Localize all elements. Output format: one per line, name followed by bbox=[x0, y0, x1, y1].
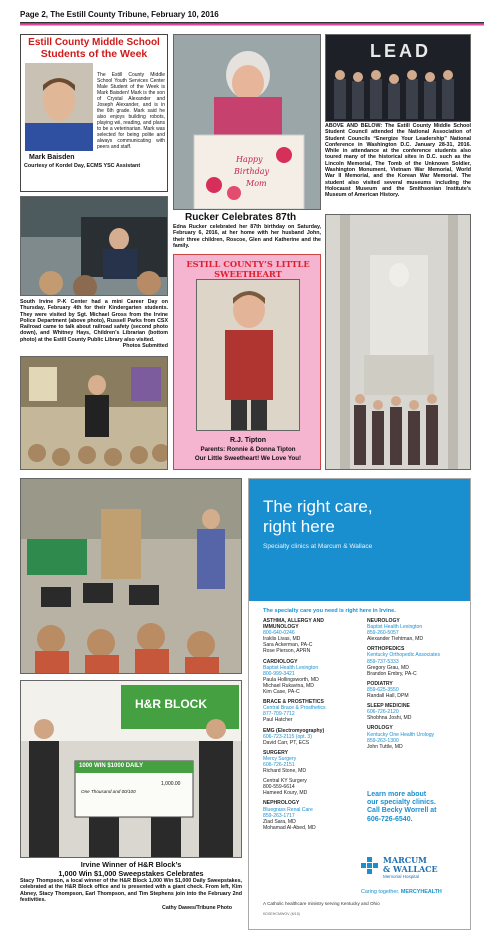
ad-right-column bbox=[367, 618, 467, 754]
specialty-provider: Rose Pierson, APRN bbox=[263, 648, 311, 655]
specialty-contact: 606-726-2120 bbox=[367, 709, 399, 716]
sweetheart-photo bbox=[196, 279, 300, 431]
police-photo bbox=[20, 196, 168, 296]
sweetheart-parents: Parents: Ronnie & Donna Tipton bbox=[200, 446, 296, 453]
specialty-title: UROLOGY bbox=[367, 725, 393, 732]
specialty-provider: Gregory Grau, MD bbox=[367, 664, 409, 671]
check-number: 1,000.00 bbox=[161, 781, 181, 787]
left_col-specialty bbox=[263, 778, 359, 796]
student-credit: Courtesy of Kordel Day, ECMS YSC Assistant bbox=[24, 163, 141, 169]
ad-subhead: Specialty clinics at Marcum & Wallace bbox=[263, 543, 373, 550]
hrblock-sign: H&R BLOCK bbox=[135, 697, 207, 711]
lincoln-memorial-photo bbox=[325, 214, 471, 470]
specialty-title: CARDIOLOGY bbox=[263, 658, 298, 665]
specialty-provider: Kim Case, PA-C bbox=[263, 689, 300, 696]
ad-left-column bbox=[263, 618, 359, 835]
specialty-provider: Alexander Tiehtman, MD bbox=[367, 636, 424, 643]
logo-cross-icon bbox=[361, 857, 379, 875]
sweetheart-love: Our Little Sweetheart! We Love You! bbox=[194, 455, 302, 462]
specialty-provider: Mohamad Al-Abed, MD bbox=[263, 824, 316, 831]
specialty-contact: Baptist Health Lexington bbox=[263, 664, 319, 671]
specialty-contact: 859-263-1717 bbox=[263, 812, 295, 819]
ad-tagline bbox=[361, 889, 442, 895]
ad-cta bbox=[367, 791, 467, 824]
specialty-provider: David Carr, PT, ECS bbox=[263, 739, 310, 746]
lead-conference-photo bbox=[325, 34, 471, 122]
ad-code: KDSEHCMWOV (6/15) bbox=[263, 912, 300, 916]
specialty-contact: 859-625-3550 bbox=[367, 686, 399, 693]
birthday-photo bbox=[173, 34, 321, 210]
specialty-provider: Richard Stone, MD bbox=[263, 768, 307, 775]
specialty-contact: Bluegrass Renal Care bbox=[263, 806, 313, 813]
specialty-provider: Central KY Surgery bbox=[263, 778, 307, 785]
right_col-specialty bbox=[367, 646, 467, 676]
cake-text-3: Mom bbox=[246, 179, 267, 188]
ad-logo bbox=[361, 855, 467, 887]
left_col-specialty bbox=[263, 659, 359, 696]
ad-cta-2: our specialty clinics. bbox=[367, 799, 436, 807]
right_col-specialty bbox=[367, 703, 467, 721]
specialty-title: SLEEP MEDICINE bbox=[367, 703, 410, 710]
logo-text-3: Memorial Hospital bbox=[383, 874, 420, 879]
librarian-photo bbox=[20, 356, 168, 470]
left_col-specialty bbox=[263, 699, 359, 723]
career-caption bbox=[20, 299, 168, 349]
hrblock-credit: Cathy Dawes/Tribune Photo bbox=[162, 905, 233, 911]
specialty-provider: Sara Ackerman, PA-C bbox=[263, 642, 313, 649]
sotw-title-1: Estill County Middle School bbox=[28, 37, 160, 48]
hrblock-title-2: 1,000 Win $1,000 Sweepstakes Celebrates bbox=[58, 869, 204, 878]
sotw-title-2: Students of the Week bbox=[40, 48, 148, 60]
lead-caption: ABOVE AND BELOW: The Estill County Middle School Student Council attended the National Association of Student Councils “Energize Your Leadership” National Conference in Washington D.C. January 28-31, 2016. While in attendance at the conference students also toured many of the historical sites in D.C. such as the Lincoln Memorial, The Tomb of the Unknown Soldier, Washington Monument, Vietnam War Memorial, World War II Memorial, and the Korean War Memorial. The student also visited several museums including the Holocaust Museum and the Smithsonian Institute’s Museum of American History. bbox=[325, 123, 471, 199]
right_col-specialty bbox=[367, 618, 467, 642]
tagline-b: MERCYHEALTH bbox=[400, 889, 442, 895]
check-amount: One Thousand and 00/100 bbox=[81, 789, 136, 794]
specialty-title: NEUROLOGY bbox=[367, 618, 400, 624]
cake-text-2: Birthday bbox=[234, 167, 270, 176]
specialty-contact: 859-263-1300 bbox=[367, 737, 399, 744]
specialty-title: PODIATRY bbox=[367, 680, 393, 687]
page-header bbox=[20, 10, 484, 23]
hrblock-photo bbox=[20, 680, 242, 858]
specialty-title: BRACE & PROSTHETICS bbox=[263, 699, 324, 706]
hrblock-body: Stacy Thompson, a local winner of the H&R Block 1,000 Win $1,000 Daily Sweepstakes, celebrated at the H&R Block office and is presented with a giant check. From left, Kim Abney, Stacy Thompson, Earl Thompson, and Tim Stephens join into the February 2nd festivities. bbox=[20, 878, 242, 903]
ad-headline-2: right here bbox=[263, 517, 335, 536]
ad-section-title: The specialty care you need is right here in Irvine. bbox=[263, 608, 396, 614]
specialty-provider: Shobhna Joshi, MD bbox=[367, 715, 412, 722]
career-caption-text: South Irvine P-K Center had a mini Career Day on Thursday, February 4th for their Kindergarten students. They were visited by Sgt. Michael Gross from the Irvine Police Department (above photo), Russell Parks from CSX Railroad came to talk about railroad safety (second photo down), and Whitney Hays, Children’s Librarian (bottom photo) at the Estill County Public Library also visited. bbox=[20, 299, 168, 343]
specialty-contact: Kentucky Orthopedic Associates bbox=[367, 652, 441, 659]
specialty-provider: Randall Hall, DPM bbox=[367, 693, 409, 700]
left_col-specialty bbox=[263, 800, 359, 830]
career-credit: Photos Submitted bbox=[122, 343, 168, 350]
classroom-photo bbox=[20, 478, 242, 674]
specialty-provider: John Tuttle, MD bbox=[367, 743, 403, 750]
ad-cta-1: Learn more about bbox=[367, 791, 427, 798]
marcum-wallace-ad bbox=[248, 478, 471, 930]
ad-headline-1: The right care, bbox=[263, 497, 373, 516]
specialty-contact: Central Brace & Prosthetics bbox=[263, 705, 326, 712]
tagline-a: Caring together. bbox=[361, 889, 400, 895]
ad-footer: A Catholic healthcare ministry serving Kentucky and Ohio bbox=[263, 901, 380, 906]
student-name: Mark Baisden bbox=[29, 154, 75, 161]
sweetheart-banner: ESTILL COUNTY’S LITTLE SWEETHEART bbox=[186, 259, 310, 279]
specialty-provider: Hameed Koury, MD bbox=[263, 790, 308, 797]
sweetheart-name: R.J. Tipton bbox=[229, 437, 267, 444]
specialty-contact: 800-640-0246 bbox=[263, 630, 295, 637]
logo-text-2: & WALLACE bbox=[383, 864, 438, 874]
cake-text-1: Happy bbox=[236, 155, 263, 164]
left_col-specialty bbox=[263, 618, 359, 655]
sweetheart-box bbox=[173, 254, 321, 470]
specialty-title: EMG (Electromyography) bbox=[263, 727, 325, 734]
specialty-contact: 859-737-5333 bbox=[367, 658, 399, 665]
specialty-contact: 606-723-2115 (opt. 3) bbox=[263, 733, 312, 740]
specialty-provider: Paula Hollingsworth, MD bbox=[263, 676, 319, 683]
specialty-title: ORTHOPEDICS bbox=[367, 646, 405, 653]
specialty-contact: 859-260-5057 bbox=[367, 630, 399, 637]
rucker-title: Rucker Celebrates 87th bbox=[185, 212, 297, 223]
hrblock-title-1: Irvine Winner of H&R Block’s bbox=[80, 860, 182, 869]
left_col-specialty bbox=[263, 728, 359, 746]
specialty-title: NEPHROLOGY bbox=[263, 800, 300, 807]
specialty-contact: Baptist Health Lexington bbox=[367, 624, 423, 631]
ad-cta-4: 606-726-6540. bbox=[367, 815, 413, 823]
specialty-contact: 800-999-3421 bbox=[263, 670, 295, 677]
specialty-provider: Brandon Embry, PA-C bbox=[367, 670, 417, 677]
specialty-title: SURGERY bbox=[263, 749, 289, 756]
ad-cta-3: Call Becky Worrell at bbox=[367, 807, 437, 815]
student-body: The Estill County Middle School Youth Services Center Male Student of the Week is Mark Baisden! Mark is the son of Crystal Alexander and Joseph Alexander, and is in the 6th grade. Mark said he also enjoys building robots, playing wii, reading, and plans to be a veterinarian. Mark was selected for being polite and always communicating with peers and staff. bbox=[97, 72, 165, 150]
specialty-provider: Ziad Sara, MD bbox=[263, 818, 296, 825]
specialty-contact: Kentucky One Health Urology bbox=[367, 731, 435, 738]
logo-text-1: MARCUM bbox=[383, 855, 427, 865]
header-text: Page 2, The Estill County Tribune, February 10, 2016 bbox=[20, 10, 219, 19]
right_col-specialty bbox=[367, 681, 467, 699]
specialty-provider: Michael Rukavina, MD bbox=[263, 682, 314, 689]
rucker-body: Edna Rucker celebrated her 87th birthday on Saturday, February 6, 2016, at her home with her husband John, their three children, Roscoe, Glen and Katherine and the family. bbox=[173, 224, 321, 250]
color-stripe bbox=[20, 23, 484, 26]
check-title: 1000 WIN $1000 DAILY bbox=[79, 763, 144, 769]
specialty-provider: 800-559-6614 bbox=[263, 784, 295, 791]
specialty-title: ASTHMA, ALLERGY AND IMMUNOLOGY bbox=[263, 618, 324, 631]
specialty-provider: Iraklis Livas, MD bbox=[263, 636, 301, 643]
student-of-week-box bbox=[20, 34, 168, 192]
specialty-contact: 877-709-7712 bbox=[263, 711, 295, 718]
lead-banner: LEAD bbox=[370, 41, 431, 61]
student-photo bbox=[25, 63, 93, 151]
specialty-contact: Mercy Surgery bbox=[263, 755, 297, 762]
right_col-specialty bbox=[367, 725, 467, 749]
specialty-contact: 606-726-2151 bbox=[263, 761, 295, 768]
specialty-provider: Paul Hatcher bbox=[263, 717, 293, 724]
left_col-specialty bbox=[263, 750, 359, 774]
ad-hero bbox=[249, 479, 470, 601]
